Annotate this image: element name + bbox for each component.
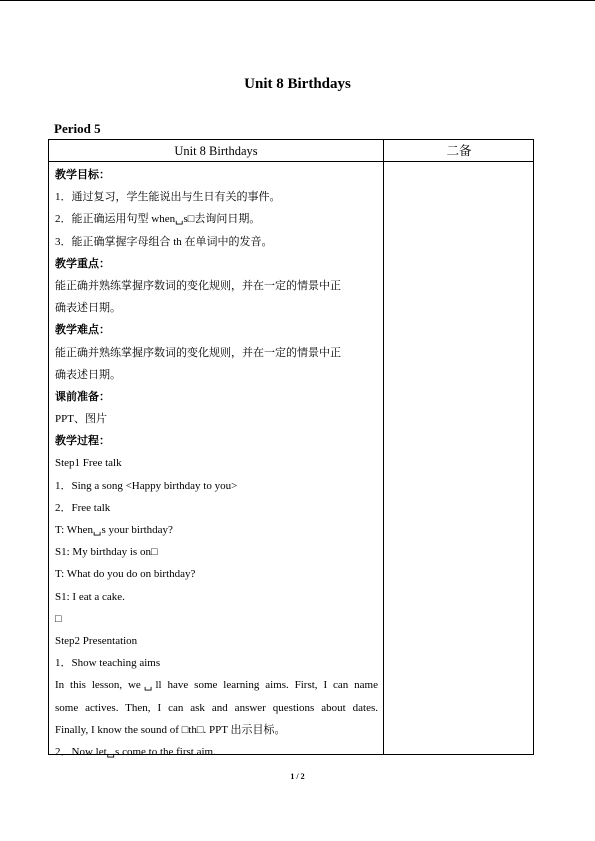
content-line: 1．Show teaching aims: [55, 657, 161, 670]
page-title: Unit 8 Birthdays: [244, 76, 351, 92]
section-heading: 教学过程：: [55, 435, 110, 448]
section-heading: 教学重点：: [55, 257, 110, 270]
content-line: In this lesson, we␣ll have some learning aims. First, I can name: [55, 679, 378, 692]
content-line: S1: My birthday is on□: [55, 546, 158, 559]
content-line: 3．能正确掌握字母组合 th 在单词中的发音。: [55, 235, 273, 248]
section-heading: 课前准备：: [55, 390, 110, 403]
col2-header: 二备: [446, 143, 472, 158]
section-heading: 教学目标：: [55, 169, 110, 181]
content-line: PPT、图片: [55, 413, 107, 426]
content-line: 确表述日期。: [55, 368, 121, 381]
content-line: Step2 Presentation: [55, 634, 138, 647]
col1-header: Unit 8 Birthdays: [174, 144, 258, 158]
content-line: 能正确并熟练掌握序数词的变化规则，并在一定的情景中正: [55, 346, 341, 359]
content-line: T: What do you do on birthday?: [55, 568, 196, 581]
content-line: □: [55, 612, 62, 625]
content-line: 1．通过复习，学生能说出与生日有关的事件。: [55, 191, 281, 204]
content-line: Finally, I know the sound of □th□. PPT 出示目标。: [55, 723, 286, 736]
content-line: 2．能正确运用句型 when␣s□去询问日期。: [55, 213, 261, 226]
content-line: 2．Free talk: [55, 501, 111, 514]
content-line: 1．Sing a song <Happy birthday to you>: [55, 479, 238, 492]
content-line: 能正确并熟练掌握序数词的变化规则，并在一定的情景中正: [55, 279, 341, 292]
lesson-content: [55, 164, 378, 763]
content-line: 确表述日期。: [55, 302, 121, 315]
content-line: 2．Now let␣s come to the first aim.: [55, 745, 216, 758]
content-line: Step1 Free talk: [55, 457, 122, 470]
table-header-row: [49, 140, 533, 162]
period-heading: Period 5: [54, 121, 101, 136]
section-heading: 教学难点：: [55, 324, 110, 337]
page-number: 1 / 2: [290, 772, 305, 781]
content-line: S1: I eat a cake.: [55, 590, 125, 603]
column-divider: [383, 140, 384, 754]
page-top-rule: [0, 0, 595, 1]
content-line: some actives. Then, I can ask and answer questions about dates.: [55, 701, 378, 714]
content-line: T: When␣s your birthday?: [55, 524, 173, 536]
lesson-plan-table: [48, 139, 534, 758]
